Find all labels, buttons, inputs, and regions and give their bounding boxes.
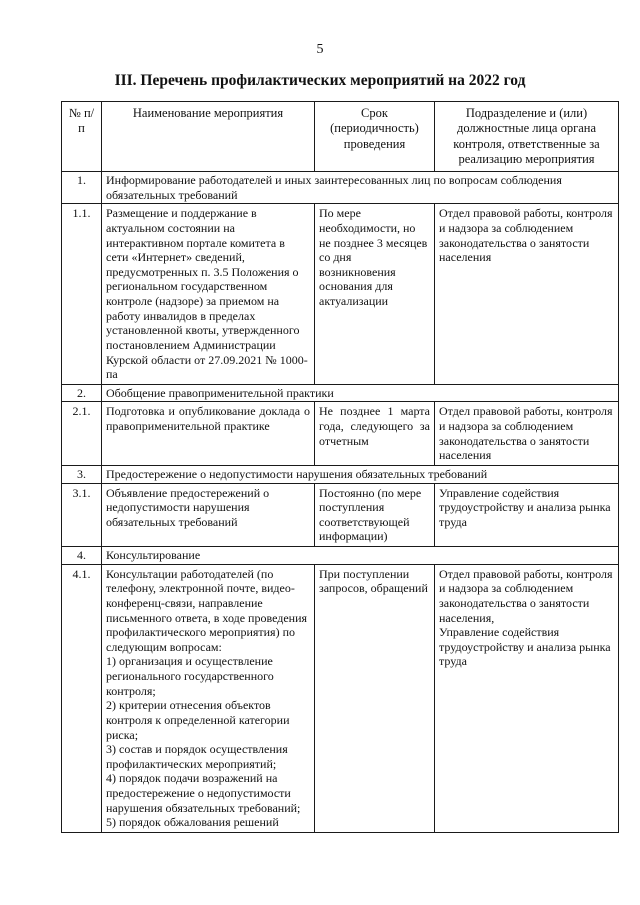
table-row — [62, 564, 619, 832]
page-title: III. Перечень профилактических мероприятий на 2022 год — [114, 72, 526, 89]
section-title: Обобщение правоприменительной практики — [102, 384, 619, 402]
row-number: 2.1. — [62, 402, 102, 466]
section-title: Предостережение о недопустимости нарушения обязательных требований — [102, 465, 619, 483]
section-number: 2. — [62, 384, 102, 402]
table-row — [62, 483, 619, 547]
header-responsible: Подразделение и (или) должностные лица органа контроля, ответственные за реализацию мероприятия — [435, 102, 619, 172]
row-number: 4.1. — [62, 564, 102, 832]
table-row — [62, 402, 619, 466]
measure-name: Размещение и поддержание в актуальном состоянии на интерактивном портале комитета в сети «Интернет» сведений, предусмотренных п. 3.5 Положения о региональном государственном контроле (надзоре) за приемом на работу инвалидов в пределах установленной квоты, утвержденного постановлением Администрации Курской области от 27.09.2021 № 1000-па — [102, 204, 315, 385]
section-number: 3. — [62, 465, 102, 483]
section-title: Информирование работодателей и иных заинтересованных лиц по вопросам соблюдения обязательных требований — [102, 172, 619, 204]
table-row — [62, 204, 619, 385]
section-number: 4. — [62, 547, 102, 565]
measure-responsible: Отдел правовой работы, контроля и надзора за соблюдением законодательства о занятости населения — [435, 402, 619, 466]
measures-table — [61, 101, 619, 833]
measure-name: Консультации работодателей (по телефону, электронной почте, видео-конференц-связи, направление письменного ответа, в ходе проведения профилактического мероприятия) по следующим вопросам: 1) организация и осуществление регионального государственного контроля; 2) критерии отнесения объектов контроля к определенной категории риска; 3) состав и порядок осуществления профилактических мероприятий; 4) порядок подачи возражений на предостережение о недопустимости нарушения обязательных требований; 5) порядок обжалования решений — [102, 564, 315, 832]
measure-responsible: Управление содействия трудоустройству и анализа рынка труда — [435, 483, 619, 547]
measure-name: Объявление предостережений о недопустимости нарушения обязательных требований — [102, 483, 315, 547]
section-title: Консультирование — [102, 547, 619, 565]
section-row — [62, 547, 619, 565]
measure-responsible: Отдел правовой работы, контроля и надзора за соблюдением законодательства о занятости населения, Управление содействия трудоустройству и анализа рынка труда — [435, 564, 619, 832]
measure-term: По мере необходимости, но не позднее 3 месяцев со дня возникновения основания для актуализации — [315, 204, 435, 385]
measure-term: Постоянно (по мере поступления соответствующей информации) — [315, 483, 435, 547]
measure-name: Подготовка и опубликование доклада о правоприменительной практике — [102, 402, 315, 466]
page-number: 5 — [316, 42, 324, 57]
section-number: 1. — [62, 172, 102, 204]
measure-term: При поступлении запросов, обращений — [315, 564, 435, 832]
header-measure-name: Наименование мероприятия — [102, 102, 315, 172]
section-row — [62, 384, 619, 402]
row-number: 1.1. — [62, 204, 102, 385]
table-header-row — [62, 102, 619, 172]
header-term: Срок (периодичность) проведения — [315, 102, 435, 172]
section-row — [62, 172, 619, 204]
header-number: № п/п — [62, 102, 102, 172]
measure-term: Не позднее 1 марта года, следующего за отчетным — [315, 402, 435, 466]
section-row — [62, 465, 619, 483]
row-number: 3.1. — [62, 483, 102, 547]
measure-responsible: Отдел правовой работы, контроля и надзора за соблюдением законодательства о занятости населения — [435, 204, 619, 385]
